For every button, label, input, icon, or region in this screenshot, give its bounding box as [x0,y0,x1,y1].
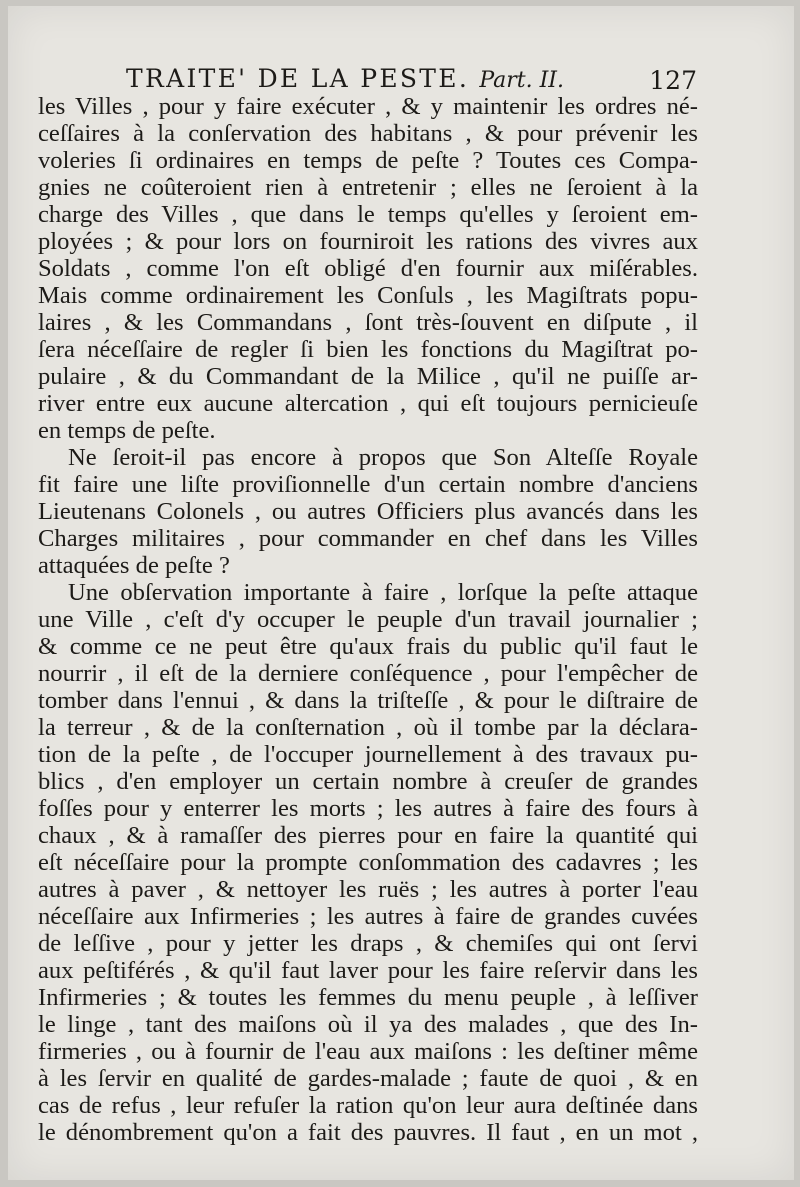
text-line: Ne ſeroit-il pas encore à propos que Son Alteſſe Royale [68,444,698,471]
text-line: voleries ſi ordinaires en temps de peſte ? Toutes ces Compa- [38,147,698,174]
text-line: néceſſaire aux Infirmeries ; les autres à faire de grandes cuvées [38,903,698,930]
text-line: gnies ne coûteroient rien à entretenir ; elles ne ſeroient à la [38,174,698,201]
text-line: ceſſaires à la conſervation des habitans , & pour prévenir les [38,120,698,147]
text-line: Charges militaires , pour commander en chef dans les Villes [38,525,698,552]
text-line: de leſſive , pour y jetter les draps , & chemiſes qui ont ſervi [38,930,698,957]
text-line: en temps de peſte. [38,417,216,444]
text-line: Lieutenans Colonels , ou autres Officiers plus avancés dans les [38,498,698,525]
text-line: fit faire une liſte proviſionnelle d'un certain nombre d'anciens [38,471,698,498]
text-line: eſt néceſſaire pour la prompte conſommation des cadavres ; les [38,849,698,876]
text-line: nourrir , il eſt de la derniere conſéquence , pour l'empêcher de [38,660,698,687]
text-line: & comme ce ne peut être qu'aux frais du public qu'il faut le [38,633,698,660]
text-line: river entre eux aucune altercation , qui eſt toujours pernicieuſe [38,390,698,417]
part-label: Part. II. [479,68,564,93]
text-line: la terreur , & de la conſternation , où il tombe par la déclara- [38,714,698,741]
text-line: aux peſtiférés , & qu'il faut laver pour les faire reſervir dans les [38,957,698,984]
text-line: autres à paver , & nettoyer les ruës ; les autres à porter l'eau [38,876,698,903]
running-title [126,64,564,93]
text-line: Mais comme ordinairement les Conſuls , les Magiſtrats popu- [38,282,698,309]
running-title-text: TRAITE' DE LA PESTE. [126,64,470,93]
text-line: chaux , & à ramaſſer des pierres pour en faire la quantité qui [38,822,698,849]
text-line: ployées ; & pour lors on fourniroit les rations des vivres aux [38,228,698,255]
text-line: laires , & les Commandans , ſont très-ſouvent en diſpute , il [38,309,698,336]
body-text [38,93,698,1146]
text-line: attaquées de peſte ? [38,552,230,579]
text-line: le dénombrement qu'on a fait des pauvres. Il faut , en un mot , [38,1119,698,1146]
text-line: ſera néceſſaire de regler ſi bien les fonctions du Magiſtrat po- [38,336,698,363]
text-line: une Ville , c'eſt d'y occuper le peuple d'un travail journalier ; [38,606,698,633]
text-line: Soldats , comme l'on eſt obligé d'en fournir aux miſérables. [38,255,698,282]
text-line: tion de la peſte , de l'occuper journellement à des travaux pu- [38,741,698,768]
text-line: à les ſervir en qualité de gardes-malade ; faute de quoi , & en [38,1065,698,1092]
text-line: cas de refus , leur refuſer la ration qu'on leur aura deſtinée dans [38,1092,698,1119]
text-line: pulaire , & du Commandant de la Milice , qu'il ne puiſſe ar- [38,363,698,390]
text-line: les Villes , pour y faire exécuter , & y maintenir les ordres né- [38,93,698,120]
text-line: blics , d'en employer un certain nombre à creuſer de grandes [38,768,698,795]
text-line: le linge , tant des maiſons où il ya des malades , que des In- [38,1011,698,1038]
text-line: tomber dans l'ennui , & dans la triſteſſe , & pour le diſtraire de [38,687,698,714]
text-line: Une obſervation importante à faire , lorſque la peſte attaque [68,579,698,606]
text-line: foſſes pour y enterrer les morts ; les autres à faire des fours à [38,795,698,822]
book-page [8,6,794,1180]
text-line: charge des Villes , que dans le temps qu'elles y ſeroient em- [38,201,698,228]
text-line: firmeries , ou à fournir de l'eau aux maiſons : les deſtiner même [38,1038,698,1065]
text-line: Infirmeries ; & toutes les femmes du menu peuple , à leſſiver [38,984,698,1011]
page-number: 127 [649,66,697,95]
